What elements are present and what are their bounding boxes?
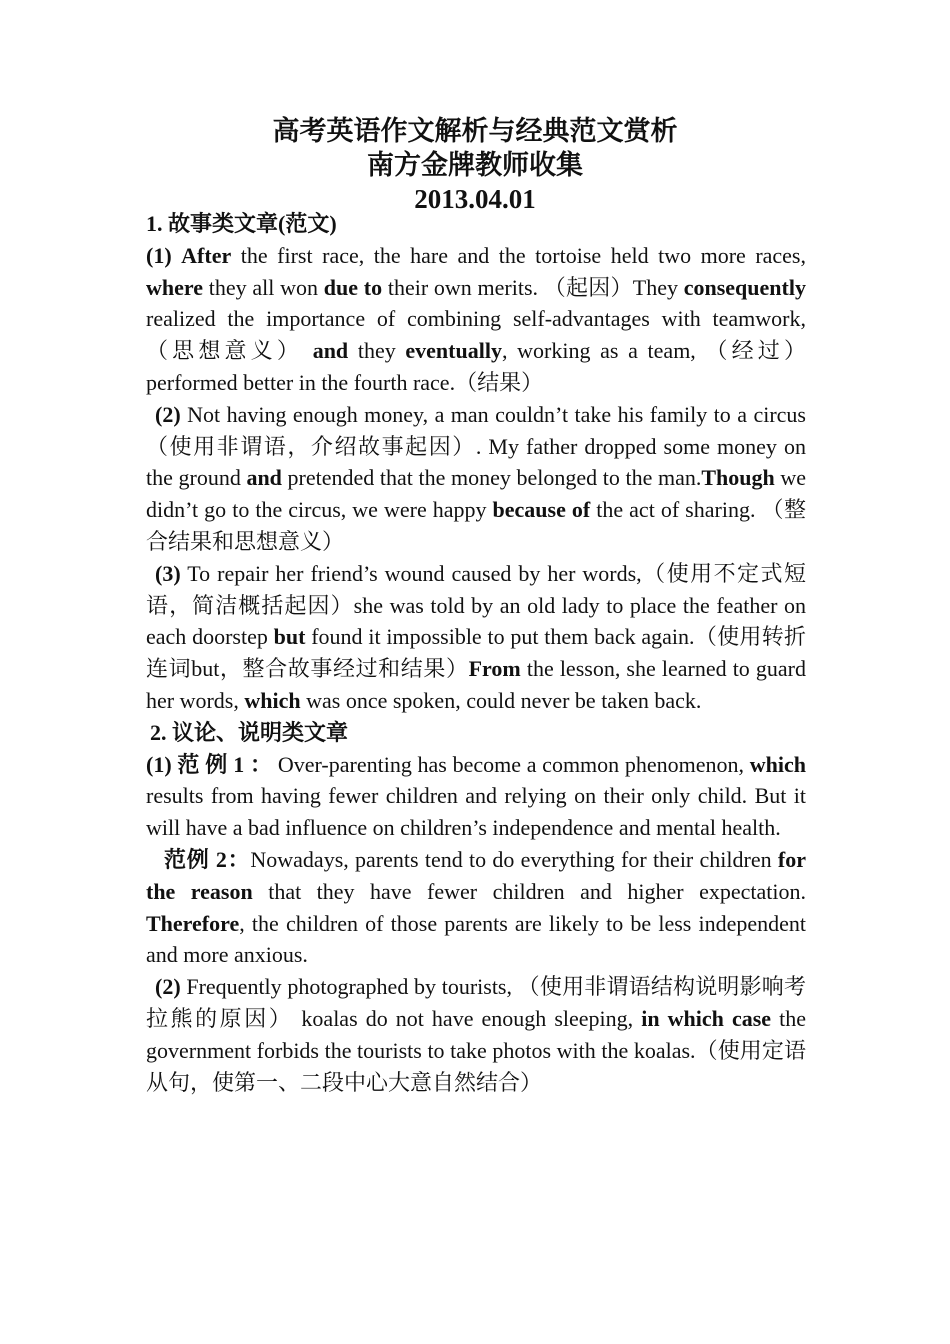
paragraph-number: (2) (155, 974, 181, 1000)
keyword: consequently (683, 274, 806, 300)
keyword: but (273, 624, 306, 650)
paragraph-number: (1) (146, 242, 172, 268)
text-run: they all won (203, 274, 324, 300)
keyword: and (312, 338, 349, 364)
text-run: the act of sharing. （整合结果和思想意义） (146, 497, 806, 554)
text-run: Over-parenting has become a common phenomenon, (272, 751, 750, 777)
text-run: Frequently photographed by tourists, （使用非谓语结构说明影响考拉熊的原因） koalas do not have enough sleeping, (146, 974, 806, 1031)
keyword: Though (701, 465, 775, 491)
text-run: , working as a team, （经过） performed better in the fourth race.（结果） (146, 338, 806, 395)
keyword: which (244, 687, 301, 713)
keyword: where (146, 274, 204, 300)
section-heading-argument: 2. 议论、说明类文章 (150, 719, 349, 745)
text-run: the first race, the hare and the tortoise held two more races, (231, 242, 806, 268)
paragraph-story-3 (146, 558, 806, 717)
text-run: Nowadays, parents tend to do everything for their children (250, 846, 778, 872)
paragraph-number: (2) (155, 401, 181, 427)
keyword: in which case (641, 1005, 772, 1031)
document-body (146, 208, 806, 1098)
text-run: realized the importance of combining self-advantages with teamwork, （思想意义） (146, 306, 806, 364)
document-subtitle: 南方金牌教师收集 (367, 150, 583, 180)
paragraph-number: (1) (146, 751, 172, 777)
paragraph-number: (3) (155, 560, 181, 586)
keyword: for the reason (146, 846, 806, 904)
text-run: pretended that the money belonged to the man. (281, 465, 702, 491)
paragraph-story-2 (146, 399, 806, 558)
document-title: 高考英语作文解析与经典范文赏析 (272, 116, 678, 146)
text-run: was once spoken, could never be taken back. (300, 687, 702, 713)
text-run: the lesson, she learned to guard her words, (146, 656, 807, 713)
keyword: From (468, 656, 521, 682)
paragraph-story-1 (146, 240, 806, 399)
paragraph-argument-1 (146, 749, 806, 844)
keyword: and (246, 465, 282, 491)
text-run: results from having fewer children and relying on their only child. But it will have a bad influence on children’s independence and mental health. (146, 783, 806, 841)
keyword: Therefore (146, 910, 240, 936)
text-run: we didn’t go to the circus, we were happy (146, 465, 807, 523)
keyword: After (181, 242, 232, 268)
text-run: Not having enough money, a man couldn’t take his family to a circus（使用非谓语，介绍故事起因）. My father dropped some money on the ground (146, 401, 806, 491)
keyword: which (749, 751, 806, 777)
keyword: due to (323, 274, 383, 300)
example-label: 范 例 1 ： (171, 751, 273, 777)
text-run: they (348, 338, 406, 364)
paragraph-argument-3 (146, 971, 806, 1098)
text-run: , the children of those parents are likely to be less independent and more anxious. (146, 910, 806, 968)
keyword: eventually (405, 338, 502, 364)
text-run: the government forbids the tourists to take photos with the koalas.（使用定语从句，使第一、二段中心大意自然结合） (146, 1005, 806, 1095)
text-run: that they have fewer children and higher expectation. (252, 878, 806, 904)
text-run: found it impossible to put them back again.（使用转折连词but，整合故事经过和结果） (146, 624, 806, 682)
keyword: because of (492, 497, 591, 523)
document-date: 2013.04.01 (414, 184, 536, 214)
section-heading-story: 1. 故事类文章(范文) (146, 211, 337, 236)
paragraph-argument-2 (146, 844, 806, 971)
example-label: 范例 2： (164, 846, 251, 872)
text-run: their own merits. （起因）They (382, 274, 684, 300)
text-run: To repair her friend’s wound caused by her words,（使用不定式短语，简洁概括起因）she was told by an old lady to place the feather on each doorstep (146, 560, 806, 650)
